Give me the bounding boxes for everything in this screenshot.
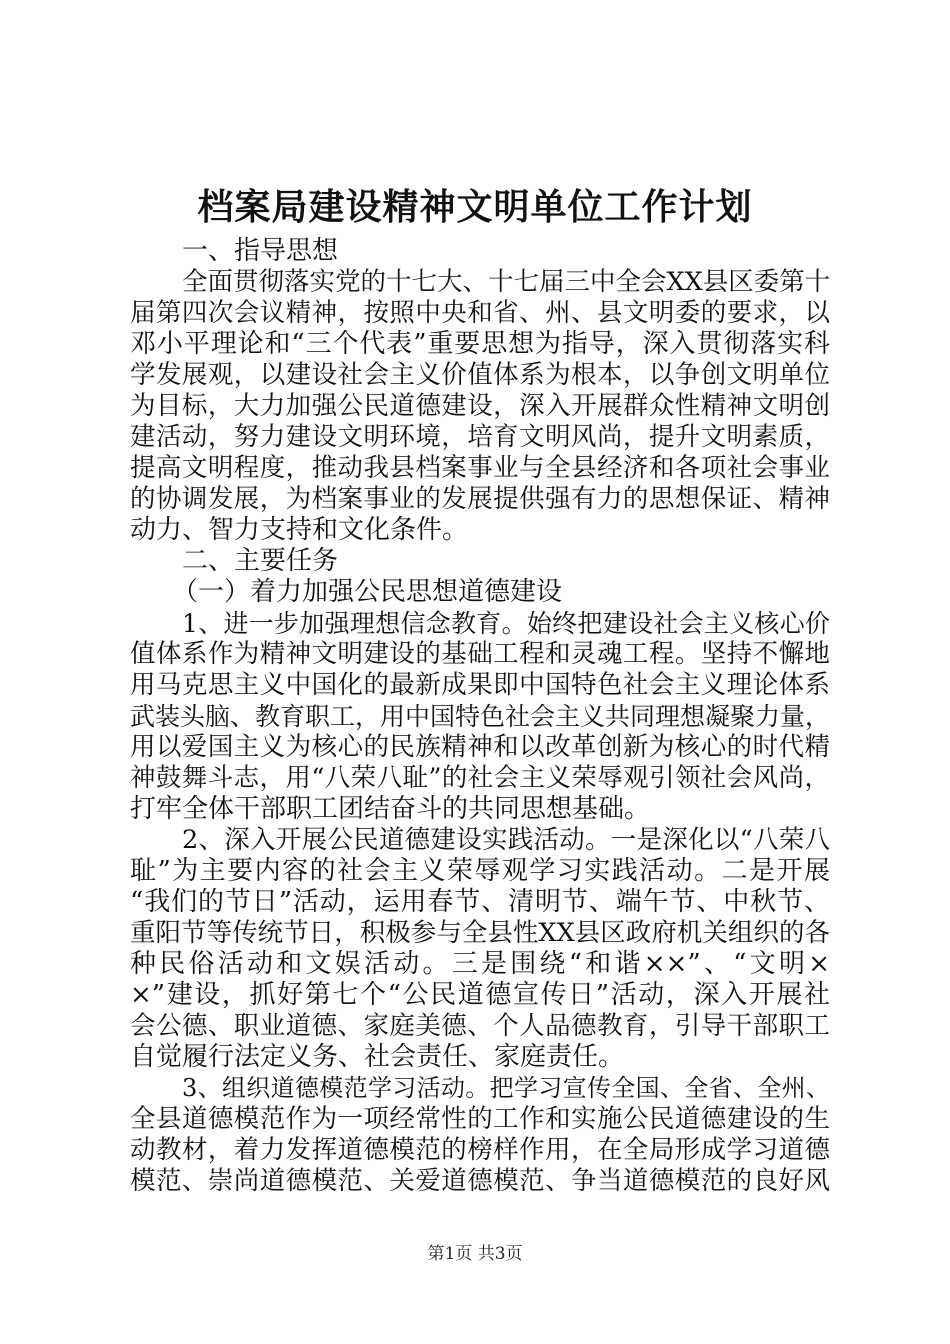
text-line: 为目标，大力加强公民道德建设，深入开展群众性精神文明创 [130, 391, 830, 421]
text-line: 用马克思主义中国化的最新成果即中国特色社会主义理论体系 [130, 670, 830, 700]
page-footer: 第1页 共3页 [427, 1244, 523, 1264]
text-line: 武装头脑、教育职工，用中国特色社会主义共同理想凝聚力量， [130, 702, 831, 731]
text-line: 1、进一步加强理想信念教育。始终把建设社会主义核心价 [182, 609, 830, 638]
text-line: 学发展观，以建设社会主义价值体系为根本，以争创文明单位 [130, 360, 830, 390]
document-body [130, 236, 830, 1197]
text-line: 种民俗活动和文娱活动。三是围绕“和谐××”、“文明× [130, 949, 830, 979]
text-line: 值体系作为精神文明建设的基础工程和灵魂工程。坚持不懈地 [130, 639, 830, 669]
text-line: ×”建设，抓好第七个“公民道德宣传日”活动，深入开展社 [130, 980, 830, 1010]
text-line: （一）着力加强公民思想道德建设 [172, 577, 563, 607]
text-line: 邓小平理论和“三个代表”重要思想为指导，深入贯彻落实科 [130, 329, 830, 359]
text-line: 用以爱国主义为核心的民族精神和以改革创新为核心的时代精 [130, 732, 830, 762]
text-line: 提高文明程度，推动我县档案事业与全县经济和各项社会事业 [130, 453, 830, 483]
text-line: 耻”为主要内容的社会主义荣辱观学习实践活动。二是开展 [130, 856, 830, 886]
text-line: 全面贯彻落实党的十七大、十七届三中全会XX县区委第十 [182, 267, 831, 297]
text-line: 打牢全体干部职工团结奋斗的共同思想基础。 [130, 794, 651, 824]
text-line: 3、组织道德模范学习活动。把学习宣传全国、全省、全州、 [182, 1074, 830, 1102]
text-line: 神鼓舞斗志，用“八荣八耻”的社会主义荣辱观引领社会风尚， [130, 763, 830, 793]
document-title: 档案局建设精神文明单位工作计划 [197, 186, 753, 228]
text-line: 全县道德模范作为一项经常性的工作和实施公民道德建设的生 [130, 1104, 830, 1134]
text-line: 二、主要任务 [182, 546, 339, 576]
text-line: 动力、智力支持和文化条件。 [130, 515, 469, 545]
text-line: 的协调发展，为档案事业的发展提供强有力的思想保证、精神 [130, 484, 830, 514]
text-line: 一、指导思想 [182, 236, 339, 266]
text-line: 建活动，努力建设文明环境，培育文明风尚，提升文明素质， [130, 422, 830, 452]
text-line: 模范、崇尚道德模范、关爱道德模范、争当道德模范的良好风 [130, 1166, 830, 1196]
text-line: 会公德、职业道德、家庭美德、个人品德教育，引导干部职工 [130, 1011, 830, 1041]
text-line: 2、深入开展公民道德建设实践活动。一是深化以“八荣八 [182, 825, 830, 855]
text-line: “我们的节日”活动，运用春节、清明节、端午节、中秋节、 [130, 887, 830, 917]
text-line: 自觉履行法定义务、社会责任、家庭责任。 [130, 1042, 625, 1072]
text-line: 动教材，着力发挥道德模范的榜样作用，在全局形成学习道德 [130, 1135, 830, 1165]
text-line: 届第四次会议精神，按照中央和省、州、县文明委的要求，以 [130, 298, 830, 328]
text-line: 重阳节等传统节日，积极参与全县性XX县区政府机关组织的各 [130, 918, 830, 948]
